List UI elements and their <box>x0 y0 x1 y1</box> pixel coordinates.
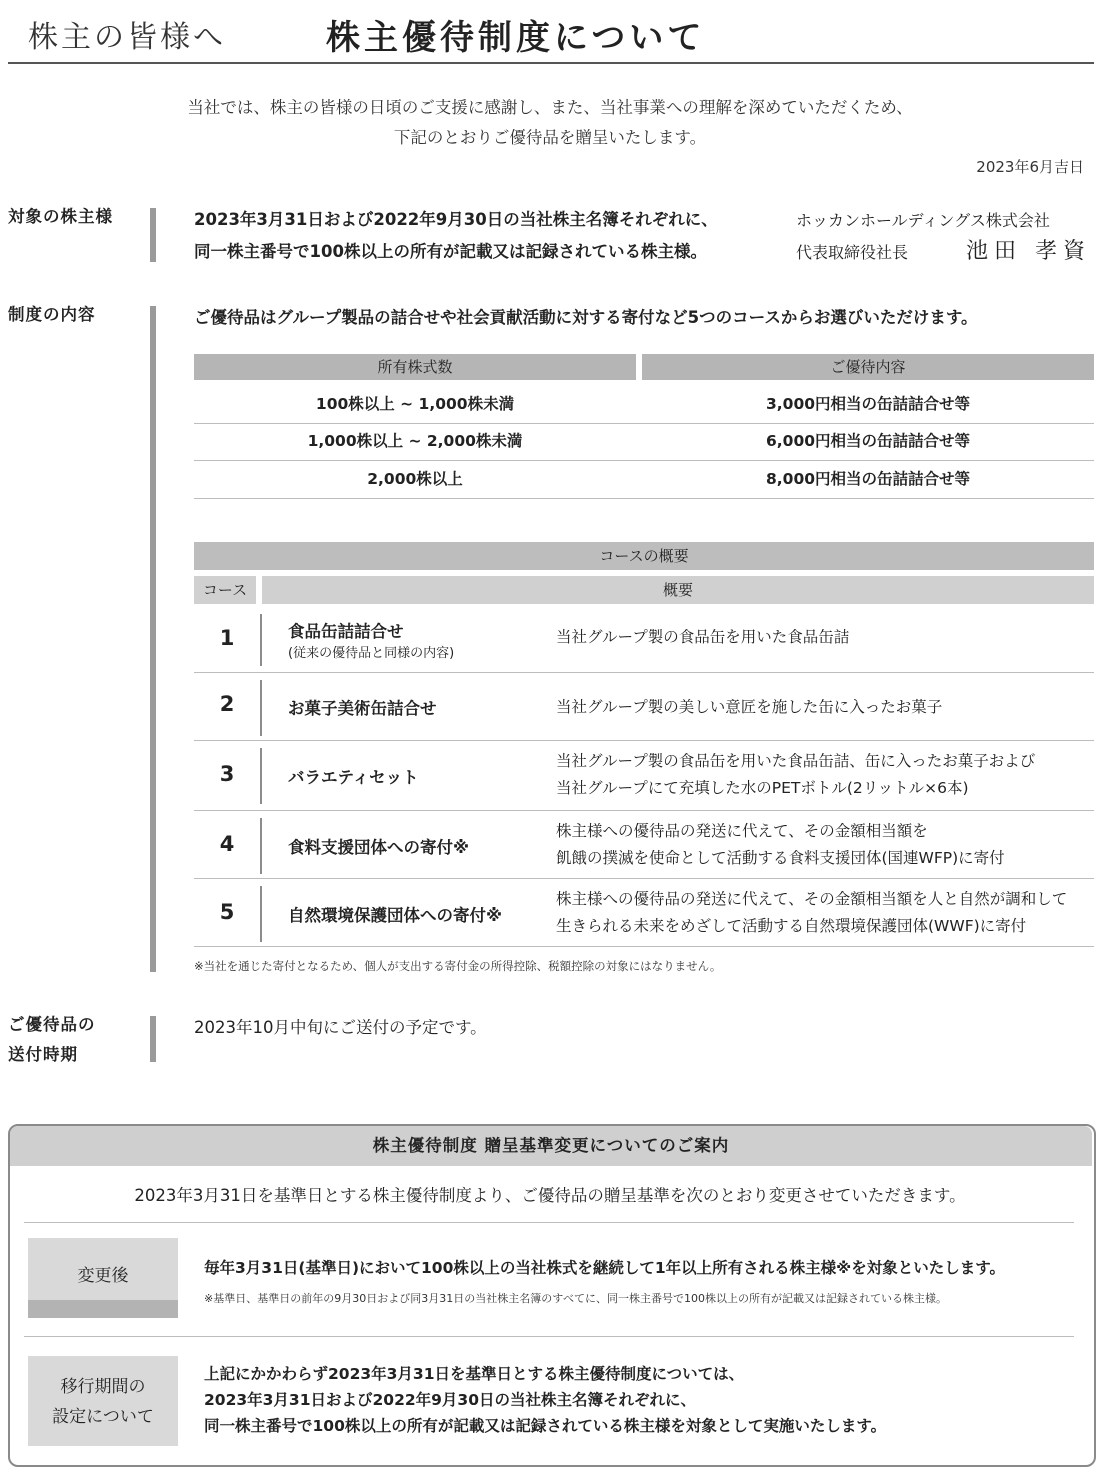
transition-line-2: 2023年3月31日および2022年9月30日の当社株主名簿それぞれに、 <box>204 1391 696 1409</box>
content-lead: ご優待品はグループ製品の詰合せや社会貢献活動に対する寄付など5つのコースからお選びいただけます。 <box>194 308 978 327</box>
benefit-cell: 3,000円相当の缶詰詰合せ等 <box>765 395 971 413</box>
after-change-badge: 変更後 <box>28 1238 178 1318</box>
course-separator <box>260 886 262 942</box>
course-col-header: コース <box>194 576 256 604</box>
table-row <box>194 386 1094 422</box>
course-row-5 <box>194 880 1094 946</box>
eligible-bar <box>150 208 156 262</box>
course-separator <box>260 748 262 804</box>
transition-label-line-1: 移行期間の <box>60 1377 146 1397</box>
table-row <box>194 461 1094 497</box>
table-divider <box>194 498 1094 499</box>
course-name: お菓子美術缶詰合せ <box>288 699 437 718</box>
course-description-line-1: 当社グループ製の食品缶を用いた食品缶詰、缶に入ったお菓子および <box>556 752 1036 770</box>
course-description-line-2: 当社グループにて充填した水のPETボトル(2リットル×6本) <box>556 779 969 797</box>
benefit-cell: 8,000円相当の缶詰詰合せ等 <box>765 470 971 488</box>
course-description-line-1: 株主様への優待品の発送に代えて、その金額相当額を <box>556 822 928 840</box>
course-divider <box>194 810 1094 811</box>
course-number: 5 <box>219 900 235 924</box>
transition-label-line-2: 設定について <box>52 1407 154 1427</box>
transition-line-3: 同一株主番号で100株以上の所有が記載又は記録されている株主様を対象として実施いたします。 <box>204 1417 887 1435</box>
badge-stripe <box>28 1300 178 1318</box>
after-change-note: ※基準日、基準日の前年の9月30日および同3月31日の当社株主名簿のすべてに、同一株主番号で100株以上の所有が記載又は記録されている株主様。 <box>204 1292 947 1305</box>
course-description-line-2: 飢餓の撲滅を使命として活動する食料支援団体(国連WFP)に寄付 <box>556 849 1005 867</box>
course-name: 食品缶詰詰合せ <box>288 622 404 641</box>
course-divider <box>194 878 1094 879</box>
content-bar <box>150 306 156 972</box>
eligible-line-2: 同一株主番号で100株以上の所有が記載又は記録されている株主様。 <box>194 242 707 261</box>
course-divider <box>194 672 1094 673</box>
delivery-label-line-1: ご優待品の <box>8 1015 96 1034</box>
course-row-3 <box>194 742 1094 808</box>
intro-line-2: 下記のとおりご優待品を贈呈いたします。 <box>393 128 707 147</box>
delivery-bar <box>150 1016 156 1062</box>
intro-line-1: 当社では、株主の皆様の日頃のご支援に感謝し、また、当社事業への理解を深めていただくため、 <box>187 98 913 117</box>
header-greeting: 株主の皆様へ <box>28 20 226 55</box>
eligible-line-1: 2023年3月31日および2022年9月30日の当社株主名簿それぞれに、 <box>194 210 718 229</box>
eligible-label: 対象の株主様 <box>8 207 113 226</box>
transition-line-1: 上記にかかわらず2023年3月31日を基準日とする株主優待制度については、 <box>204 1365 745 1383</box>
summary-col-header: 概要 <box>262 576 1094 604</box>
content-label: 制度の内容 <box>8 305 96 324</box>
course-number: 3 <box>219 762 235 786</box>
course-divider <box>194 946 1094 947</box>
course-number: 4 <box>219 832 235 856</box>
course-row-2 <box>194 674 1094 740</box>
ceo-name: 池田 孝資 <box>966 239 1091 264</box>
delivery-label-line-2: 送付時期 <box>8 1045 78 1064</box>
header-rule <box>8 62 1094 64</box>
course-name: 自然環境保護団体への寄付※ <box>288 906 503 925</box>
course-name: 食料支援団体への寄付※ <box>288 838 470 857</box>
after-change-text: 毎年3月31日(基準日)において100株以上の当社株式を継続して1年以上所有される株主様※を対象といたします。 <box>204 1259 1005 1277</box>
ceo-title: 代表取締役社長 <box>796 243 909 262</box>
page-title: 株主優待制度について <box>326 18 706 58</box>
shares-cell: 1,000株以上 ~ 2,000株未満 <box>307 432 523 450</box>
course-overview-header: コースの概要 <box>194 542 1094 570</box>
change-notice-lead: 2023年3月31日を基準日とする株主優待制度より、ご優待品の贈呈基準を次のとおり変更させていただきます。 <box>134 1186 966 1205</box>
table-header-benefit: ご優待内容 <box>642 354 1094 380</box>
transition-badge <box>28 1356 178 1446</box>
change-notice-title: 株主優待制度 贈呈基準変更についてのご案内 <box>10 1126 1092 1166</box>
box-divider <box>24 1336 1074 1337</box>
benefit-cell: 6,000円相当の缶詰詰合せ等 <box>765 432 971 450</box>
donation-note: ※当社を通じた寄付となるため、個人が支出する寄付金の所得控除、税額控除の対象にはなりません。 <box>194 959 722 973</box>
table-row <box>194 423 1094 459</box>
course-divider <box>194 740 1094 741</box>
shares-cell: 2,000株以上 <box>367 470 463 488</box>
shares-cell: 100株以上 ~ 1,000株未満 <box>315 395 515 413</box>
issue-date: 2023年6月吉日 <box>976 158 1084 176</box>
course-number: 1 <box>219 626 235 650</box>
course-separator <box>260 818 262 874</box>
company-name: ホッカンホールディングス株式会社 <box>796 211 1050 230</box>
course-subtitle: (従来の優待品と同様の内容) <box>288 646 455 661</box>
course-description-line-2: 生きられる未来をめざして活動する自然環境保護団体(WWF)に寄付 <box>556 917 1027 935</box>
course-number: 2 <box>219 692 235 716</box>
course-row-4 <box>194 812 1094 878</box>
table-header-shares: 所有株式数 <box>194 354 636 380</box>
course-separator <box>260 614 262 666</box>
course-separator <box>260 680 262 736</box>
box-divider <box>24 1222 1074 1223</box>
course-description: 当社グループ製の美しい意匠を施した缶に入ったお菓子 <box>556 698 943 716</box>
course-row-1 <box>194 606 1094 672</box>
course-description-line-1: 株主様への優待品の発送に代えて、その金額相当額を人と自然が調和して <box>556 890 1068 908</box>
course-name: バラエティセット <box>288 768 419 787</box>
delivery-text: 2023年10月中旬にご送付の予定です。 <box>194 1018 487 1037</box>
course-description: 当社グループ製の食品缶を用いた食品缶詰 <box>556 628 850 646</box>
